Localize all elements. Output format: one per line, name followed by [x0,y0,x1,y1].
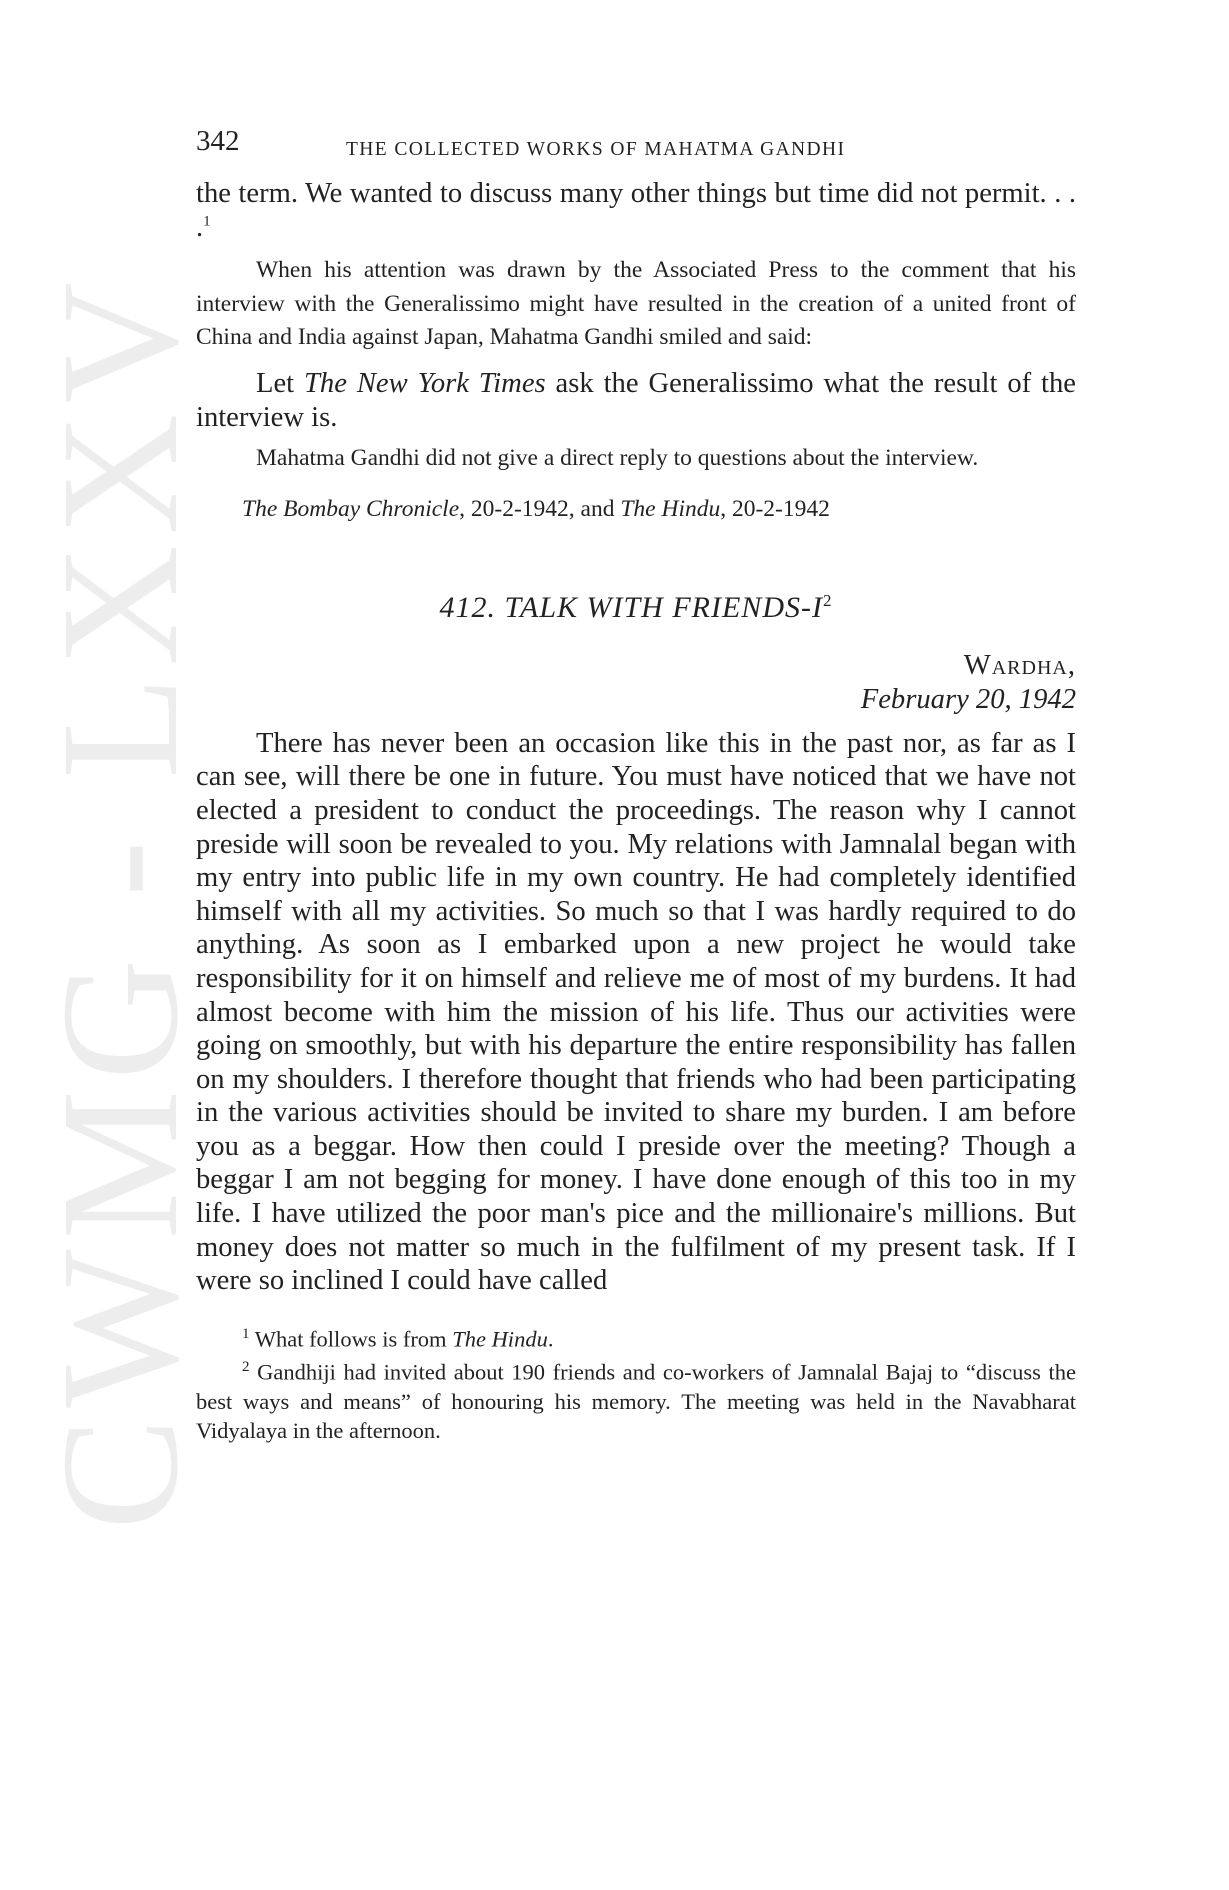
source-citation [196,496,1076,523]
footnote-text: Gandhiji had invited about 190 friends and co-workers of Jamnalal Bajaj to “discuss the best ways and means” of honouring his memory. The meeting was held in the Navabharat Vidyalaya in the afternoon. [196,1359,1076,1443]
quote-italic: The New York Times [304,367,546,399]
page-header [196,125,1076,165]
footnote-number: 1 [242,1325,250,1342]
footnote-1 [196,1320,1076,1354]
source-paper-2: The Hindu [620,495,721,522]
footnote-italic: The Hindu [452,1326,548,1352]
footnotes [196,1320,1076,1445]
footnote-ref-1: 1 [203,213,211,230]
main-paragraph: There has never been an occasion like this in the past nor, as far as I can see, will there be one in future. You must have noticed that we have not elected a president to conduct the proceedings. The reason why I cannot preside will soon be revealed to you. My relations with Jamnalal began with my entry into public life in my own country. He had completely identified himself with all my activities. So much so that I was hardly required to do anything. As soon as I embarked upon a new project he would take responsibility for it on himself and relieve me of most of my burdens. It had almost become with him the mission of his life. Thus our activities were going on smoothly, but with his departure the entire responsibility has fallen on my shoulders. I therefore thought that friends who had been participating in the various activities should be invited to share my burden. I am before you as a beggar. How then could I preside over the meeting? Though a beggar I am not begging for money. I have done enough of this too in my life. I have utilized the poor man's pice and the millionaire's millions. But money does not matter so much in the fulfilment of my present task. If I were so inclined I could have called [196,727,1076,1297]
place-line [196,649,1076,683]
running-title: THE COLLECTED WORKS OF MAHATMA GANDHI [346,139,846,160]
footnote-text-end: . [547,1326,554,1352]
date-line: February 20, 1942 [860,683,1076,715]
content [196,125,1076,1445]
place-name: Wardha, [963,649,1076,681]
source-date-1: , 20-2-1942, and [459,495,621,522]
page-number: 342 [196,125,240,157]
source-paper-1: The Bombay Chronicle [242,495,460,522]
watermark: CWMG - LXXV [27,272,213,1530]
quote-before: Let [256,367,305,399]
narrative-paragraph: When his attention was drawn by the Associated Press to the comment that his interview with the Generalissimo might have resulted in the creation of a united front of China and India against Japan, Mahatma Gandhi smiled and said: [196,257,1076,351]
quote-after: ask the Generalissimo what the result of the interview is. [196,367,1076,433]
continuation-text: the term. We wanted to discuss many other things but time did not permit. . . . [196,178,1076,243]
reply-note: Mahatma Gandhi did not give a direct reply to questions about the interview. [256,445,979,472]
footnote-text: What follows is from [254,1326,453,1352]
footnote-2 [196,1353,1076,1445]
quote-paragraph [196,367,1076,434]
footnote-ref-2: 2 [822,590,833,610]
continuation-paragraph [196,177,1076,244]
item-heading [196,591,1076,625]
item-heading-text: 412. TALK WITH FRIENDS-I [439,590,823,624]
source-date-2: , 20-2-1942 [720,495,830,522]
footnote-number: 2 [242,1359,250,1376]
